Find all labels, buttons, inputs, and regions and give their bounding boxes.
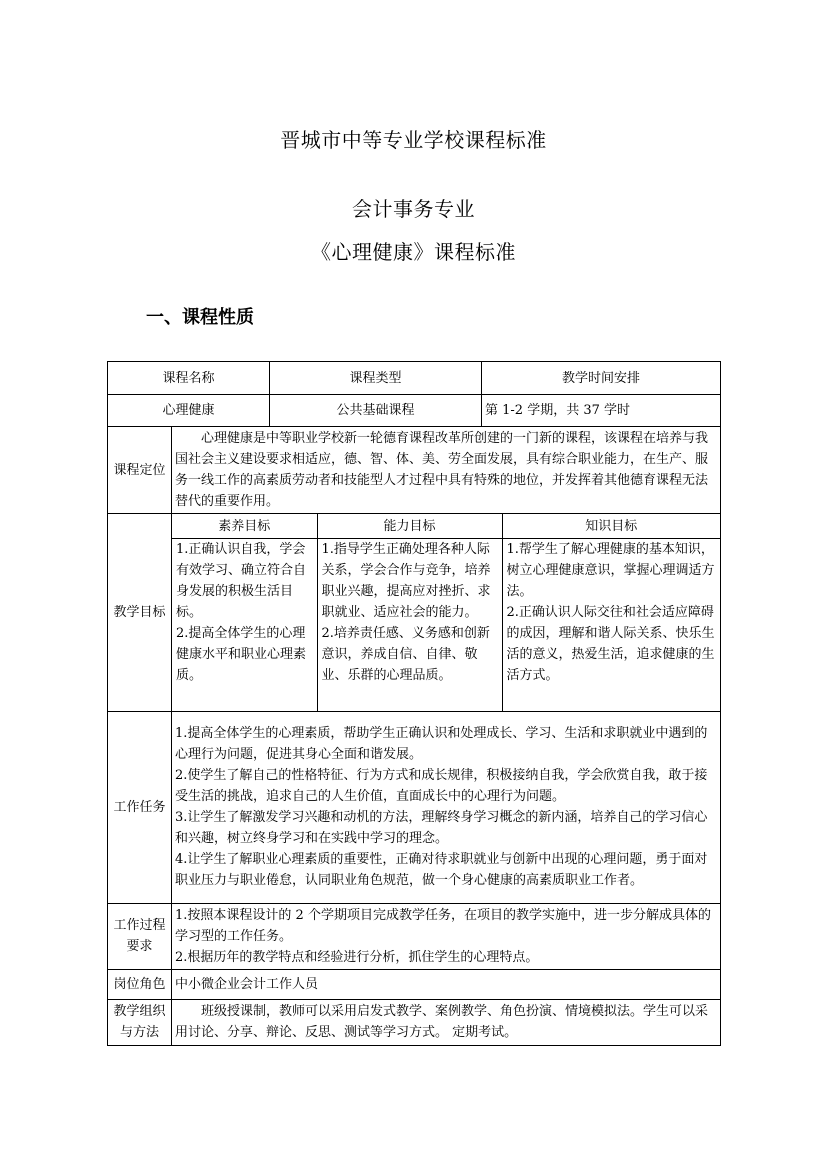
process-label	[108, 903, 172, 969]
major-title: 会计事务专业	[352, 197, 475, 221]
task-item: 1.提高全体学生的心理素质，帮助学生正确认识和处理成长、学习、生活和求职就业中遇到的心理行为问题，促进其身心全面和谐发展。	[175, 726, 708, 762]
goals-header-row	[172, 514, 720, 539]
role-text: 中小微企业会计工作人员	[172, 969, 721, 999]
table-header-row	[108, 362, 721, 395]
method-label	[108, 999, 172, 1045]
task-item: 4.让学生了解职业心理素质的重要性，正确对待求职就业与创新中出现的心理问题，勇于面对职业压力与职业倦怠，认同职业角色规范，做一个身心健康的高素质职业工作者。	[175, 852, 708, 888]
goal-col-ability: 能力目标	[317, 514, 502, 539]
knowledge-goal-item: 1.帮学生了解心理健康的基本知识，树立心理健康意识，掌握心理调适方法。	[506, 542, 715, 599]
role-row	[108, 969, 721, 999]
method-row	[108, 999, 721, 1045]
process-item: 1.按照本课程设计的 2 个学期项目完成教学任务，在项目的教学实施中，进一步分解成具体的学习型的工作任务。	[175, 907, 711, 944]
positioning-label: 课程定位	[108, 427, 172, 514]
process-label-line: 要求	[126, 939, 153, 954]
method-label-line: 教学组织	[113, 1004, 166, 1019]
tasks-label: 工作任务	[108, 711, 172, 903]
schedule-cell: 第 1-2 学期，共 37 学时	[482, 395, 721, 427]
tasks-row	[108, 711, 721, 903]
tasks-cell	[172, 711, 721, 903]
method-label-line: 与方法	[119, 1025, 159, 1040]
task-item: 3.让学生了解激发学习兴趣和动机的方法，理解终身学习概念的新内涵，培养自己的学习信心和兴趣，树立终身学习和在实践中学习的理念。	[175, 810, 708, 846]
course-table	[107, 361, 721, 1046]
knowledge-goal-item: 2.正确认识人际交往和社会适应障碍的成因，理解和谐人际关系、快乐生活的意义，热爱生活，追求健康的生活方式。	[506, 605, 715, 683]
header-schedule: 教学时间安排	[482, 362, 721, 395]
goals-table	[172, 514, 720, 711]
document-title: 晋城市中等专业学校课程标准	[280, 128, 547, 152]
header-course-name: 课程名称	[108, 362, 270, 395]
ability-goals	[317, 539, 502, 711]
goal-col-literacy: 素养目标	[172, 514, 317, 539]
ability-goal-item: 2.培养责任感、义务感和创新意识，养成自信、自律、敬业、乐群的心理品质。	[321, 626, 490, 683]
goal-col-knowledge: 知识目标	[502, 514, 720, 539]
literacy-goal-item: 1.正确认识自我，学会有效学习、确立符合自身发展的积极生活目标。	[176, 542, 307, 620]
course-name-cell: 心理健康	[108, 395, 270, 427]
process-cell	[172, 903, 721, 969]
role-label: 岗位角色	[108, 969, 172, 999]
goals-content-row	[172, 539, 720, 711]
section-heading: 一、课程性质	[146, 307, 254, 328]
header-course-type: 课程类型	[270, 362, 482, 395]
process-row	[108, 903, 721, 969]
goals-row	[108, 514, 721, 712]
process-label-line: 工作过程	[113, 918, 166, 933]
literacy-goals	[172, 539, 317, 711]
method-text: 班级授课制，教师可以采用启发式教学、案例教学、角色扮演、情境模拟法。学生可以采用讨论、分享、辩论、反思、测试等学习方式。 定期考试。	[172, 999, 721, 1045]
course-type-cell: 公共基础课程	[270, 395, 482, 427]
course-title: 《心理健康》课程标准	[311, 240, 516, 264]
positioning-row	[108, 427, 721, 514]
table-info-row	[108, 395, 721, 427]
process-item: 2.根据历年的教学特点和经验进行分析，抓住学生的心理特点。	[175, 949, 539, 965]
goals-label: 教学目标	[108, 514, 172, 712]
ability-goal-item: 1.指导学生正确处理各种人际关系，学会合作与竞争，培养职业兴趣，提高应对挫折、求职就业、适应社会的能力。	[321, 542, 491, 620]
literacy-goal-item: 2.提高全体学生的心理健康水平和职业心理素质。	[176, 626, 307, 683]
goals-cell	[172, 514, 721, 712]
positioning-text: 心理健康是中等职业学校新一轮德育课程改革所创建的一门新的课程，该课程在培养与我国社会主义建设要求相适应，德、智、体、美、劳全面发展，具有综合职业能力，在生产、服务一线工作的高素质劳动者和技能型人才过程中具有特殊的地位，并发挥着其他德育课程无法替代的重要作用。	[172, 427, 721, 514]
knowledge-goals	[502, 539, 720, 711]
task-item: 2.使学生了解自己的性格特征、行为方式和成长规律，积极接纳自我，学会欣赏自我，敢于接受生活的挑战，追求自己的人生价值，直面成长中的心理行为问题。	[175, 768, 708, 804]
